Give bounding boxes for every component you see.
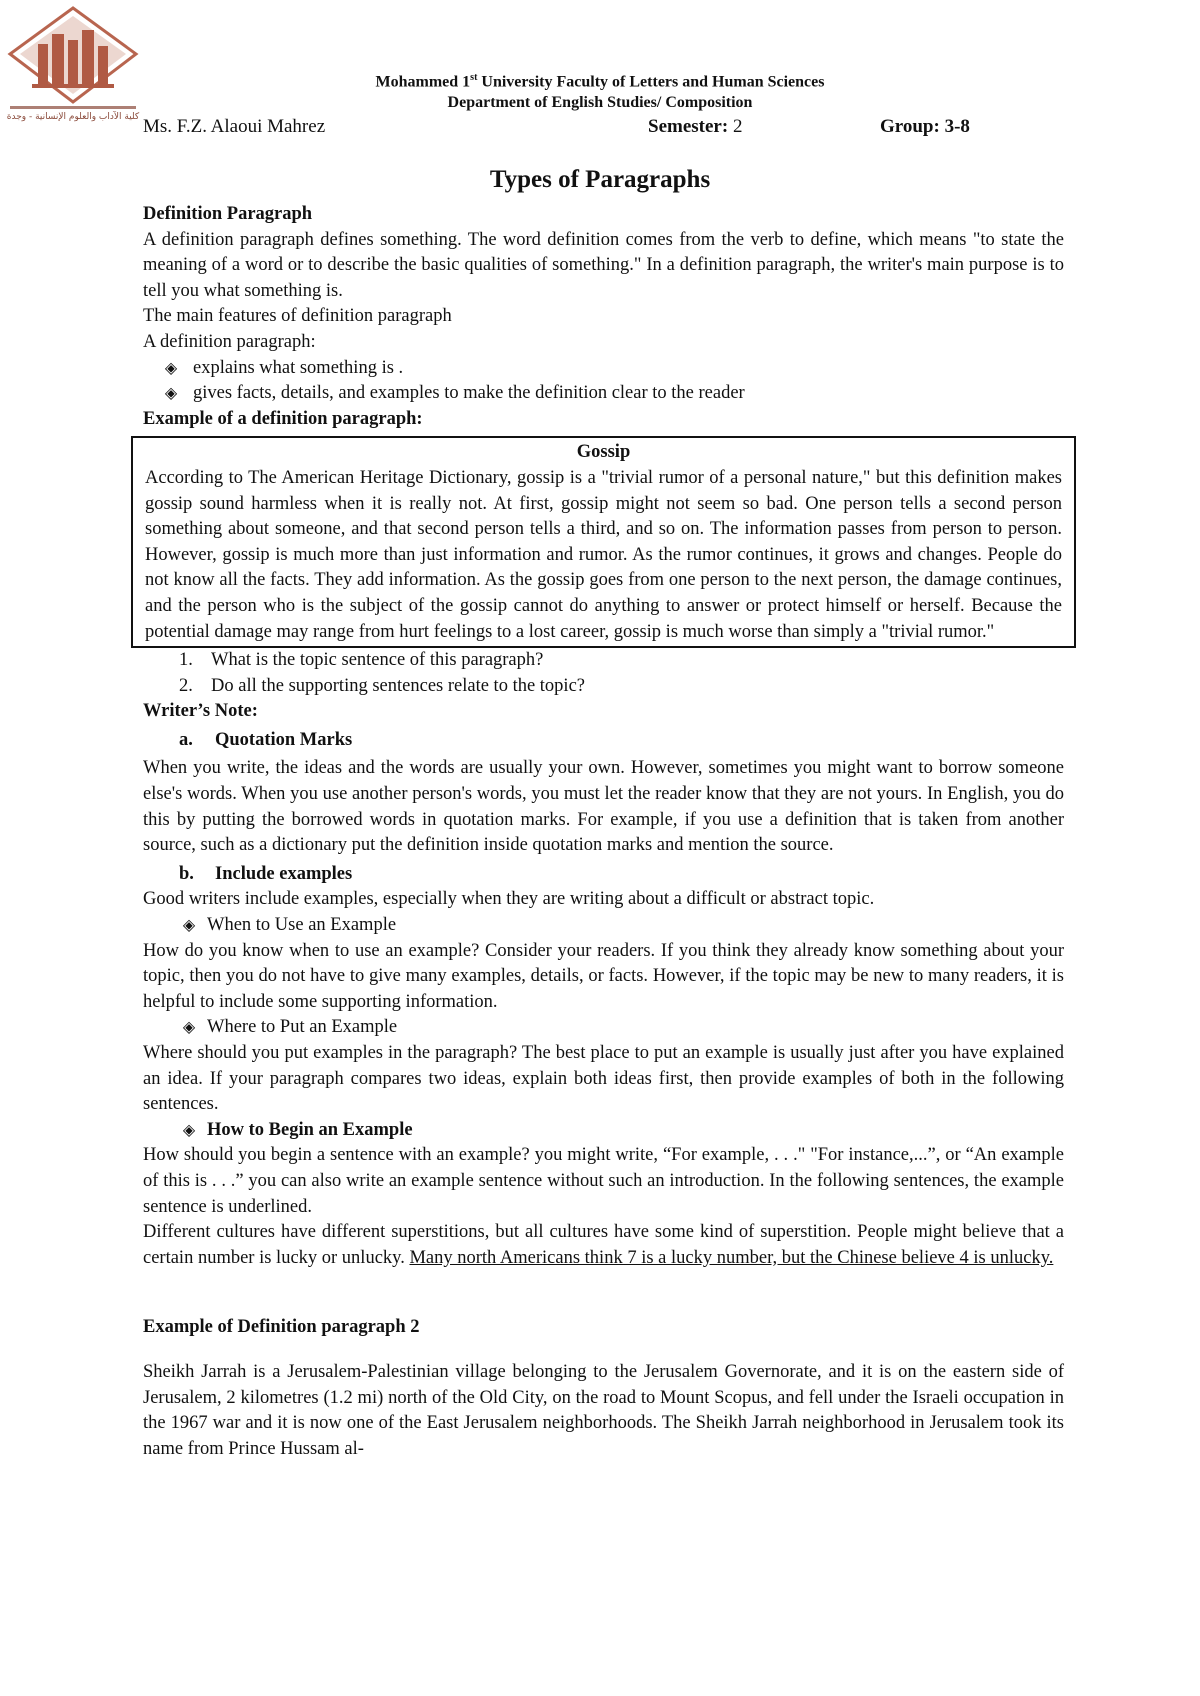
bullet-item: ◈ gives facts, details, and examples to make the definition clear to the reader bbox=[143, 381, 1064, 407]
university-name: Mohammed 1st University Faculty of Letters and Human Sciences bbox=[375, 72, 825, 91]
document-body bbox=[143, 202, 1064, 1462]
paragraph: Where should you put examples in the paragraph? The best place to put an example is usually just after you have explained an idea. If your paragraph compares two ideas, explain both ideas first, then provide examples of both in the following sentences. bbox=[143, 1043, 1064, 1115]
question-item: 1. What is the topic sentence of this paragraph? bbox=[179, 650, 544, 671]
subheading: a. Quotation Marks bbox=[179, 729, 353, 750]
diamond-bullet-icon: ◈ bbox=[182, 1121, 196, 1139]
semester: Semester: 2 bbox=[648, 116, 743, 137]
diamond-bullet-icon: ◈ bbox=[182, 917, 196, 935]
page-title: Types of Paragraphs bbox=[489, 166, 711, 193]
paragraph: Good writers include examples, especially when they are writing about a difficult or abstract topic. bbox=[143, 889, 875, 910]
bullet-item: ◈ When to Use an Example bbox=[143, 913, 1064, 939]
paragraph: A definition paragraph: bbox=[143, 331, 316, 352]
paragraph: When you write, the ideas and the words are usually your own. However, sometimes you might want to borrow someone else's words. When you use another person's words, you must let the reader know that they are not yours. In English, you do this by putting the borrowed words in quotation marks. For example, if you use a definition that is taken from another source, such as a dictionary put the definition inside quotation marks and mention the source. bbox=[143, 758, 1064, 856]
example-box bbox=[131, 436, 1076, 648]
section-heading: Writer’s Note: bbox=[143, 701, 258, 722]
example-heading: Example of a definition paragraph: bbox=[143, 408, 423, 429]
paragraph: How do you know when to use an example? Consider your readers. If you think they already know something about your topic, then you do not have to give many examples, details, or facts. However, if the topic may be new to many readers, it is helpful to include some supporting information. bbox=[143, 940, 1064, 1012]
group: Group: 3-8 bbox=[880, 116, 970, 137]
diamond-bullet-icon: ◈ bbox=[164, 385, 178, 403]
question-item: 2. Do all the supporting sentences relate to the topic? bbox=[179, 675, 585, 696]
paragraph: The main features of definition paragraph bbox=[143, 306, 452, 327]
paragraph: How should you begin a sentence with an example? you might write, “For example, . . ." "For instance,...”, or “An example of this is . . .” you can also write an example sentence without such an introduction. In the following sentences, the example sentence is underlined. bbox=[143, 1145, 1064, 1217]
section-heading: Example of Definition paragraph 2 bbox=[143, 1317, 420, 1338]
underlined-example: Many north Americans think 7 is a lucky number, but the Chinese believe 4 is unlucky. bbox=[409, 1247, 1054, 1268]
department-name: Department of English Studies/ Composition bbox=[447, 94, 753, 111]
bullet-item: ◈ Where to Put an Example bbox=[143, 1015, 1064, 1041]
example-box-title: Gossip bbox=[576, 442, 631, 463]
paragraph: Sheikh Jarrah is a Jerusalem-Palestinian village belonging to the Jerusalem Governorate, and it is on the eastern side of Jerusalem, 2 kilometres (1.2 mi) north of the Old City, on the road to Mount Scopus, and fell under the Israeli occupation in the 1967 war and it is now one of the East Jerusalem neighborhoods. The Sheikh Jarrah neighborhood in Jerusalem took its name from Prince Hussam al- bbox=[143, 1361, 1064, 1459]
diamond-bullet-icon: ◈ bbox=[182, 1019, 196, 1037]
paragraph: Different cultures have different superstitions, but all cultures have some kind of superstition. People might believe that a certain number is lucky or unlucky. Many north Americans think 7 is a lucky number, but the Chinese believe 4 is unlucky. bbox=[143, 1222, 1064, 1268]
bullet-item: ◈ How to Begin an Example bbox=[143, 1118, 1064, 1144]
example-box-text: According to The American Heritage Dictionary, gossip is a "trivial rumor of a personal nature," but this definition makes gossip sound harmless when it is really not. At first, gossip might not seem so bad. One person tells a second person something about someone, and that second person tells a third, and so on. The information passes from person to person. However, gossip is much more than just information and rumor. As the rumor continues, it grows and changes. People do not know all the facts. They add information. As the gossip goes from one person to the next person, the damage continues, and the person who is the subject of the gossip cannot do anything to answer or protect himself or herself. Because the potential damage may range from hurt feelings to a lost career, gossip is much worse than simply a "trivial rumor." bbox=[145, 467, 1062, 642]
subheading: b. Include examples bbox=[179, 863, 353, 884]
diamond-bullet-icon: ◈ bbox=[164, 359, 178, 377]
paragraph: A definition paragraph defines something. The word definition comes from the verb to define, which means "to state the meaning of a word or to describe the basic qualities of something." In a definition paragraph, the writer's main purpose is to tell you what something is. bbox=[143, 229, 1064, 301]
section-heading: Definition Paragraph bbox=[143, 204, 313, 224]
bullet-item: ◈ explains what something is . bbox=[143, 356, 1064, 382]
teacher-name: Ms. F.Z. Alaoui Mahrez bbox=[143, 116, 326, 137]
logo-caption: كلية الآداب والعلوم الإنسانية - وجدة bbox=[6, 112, 140, 122]
